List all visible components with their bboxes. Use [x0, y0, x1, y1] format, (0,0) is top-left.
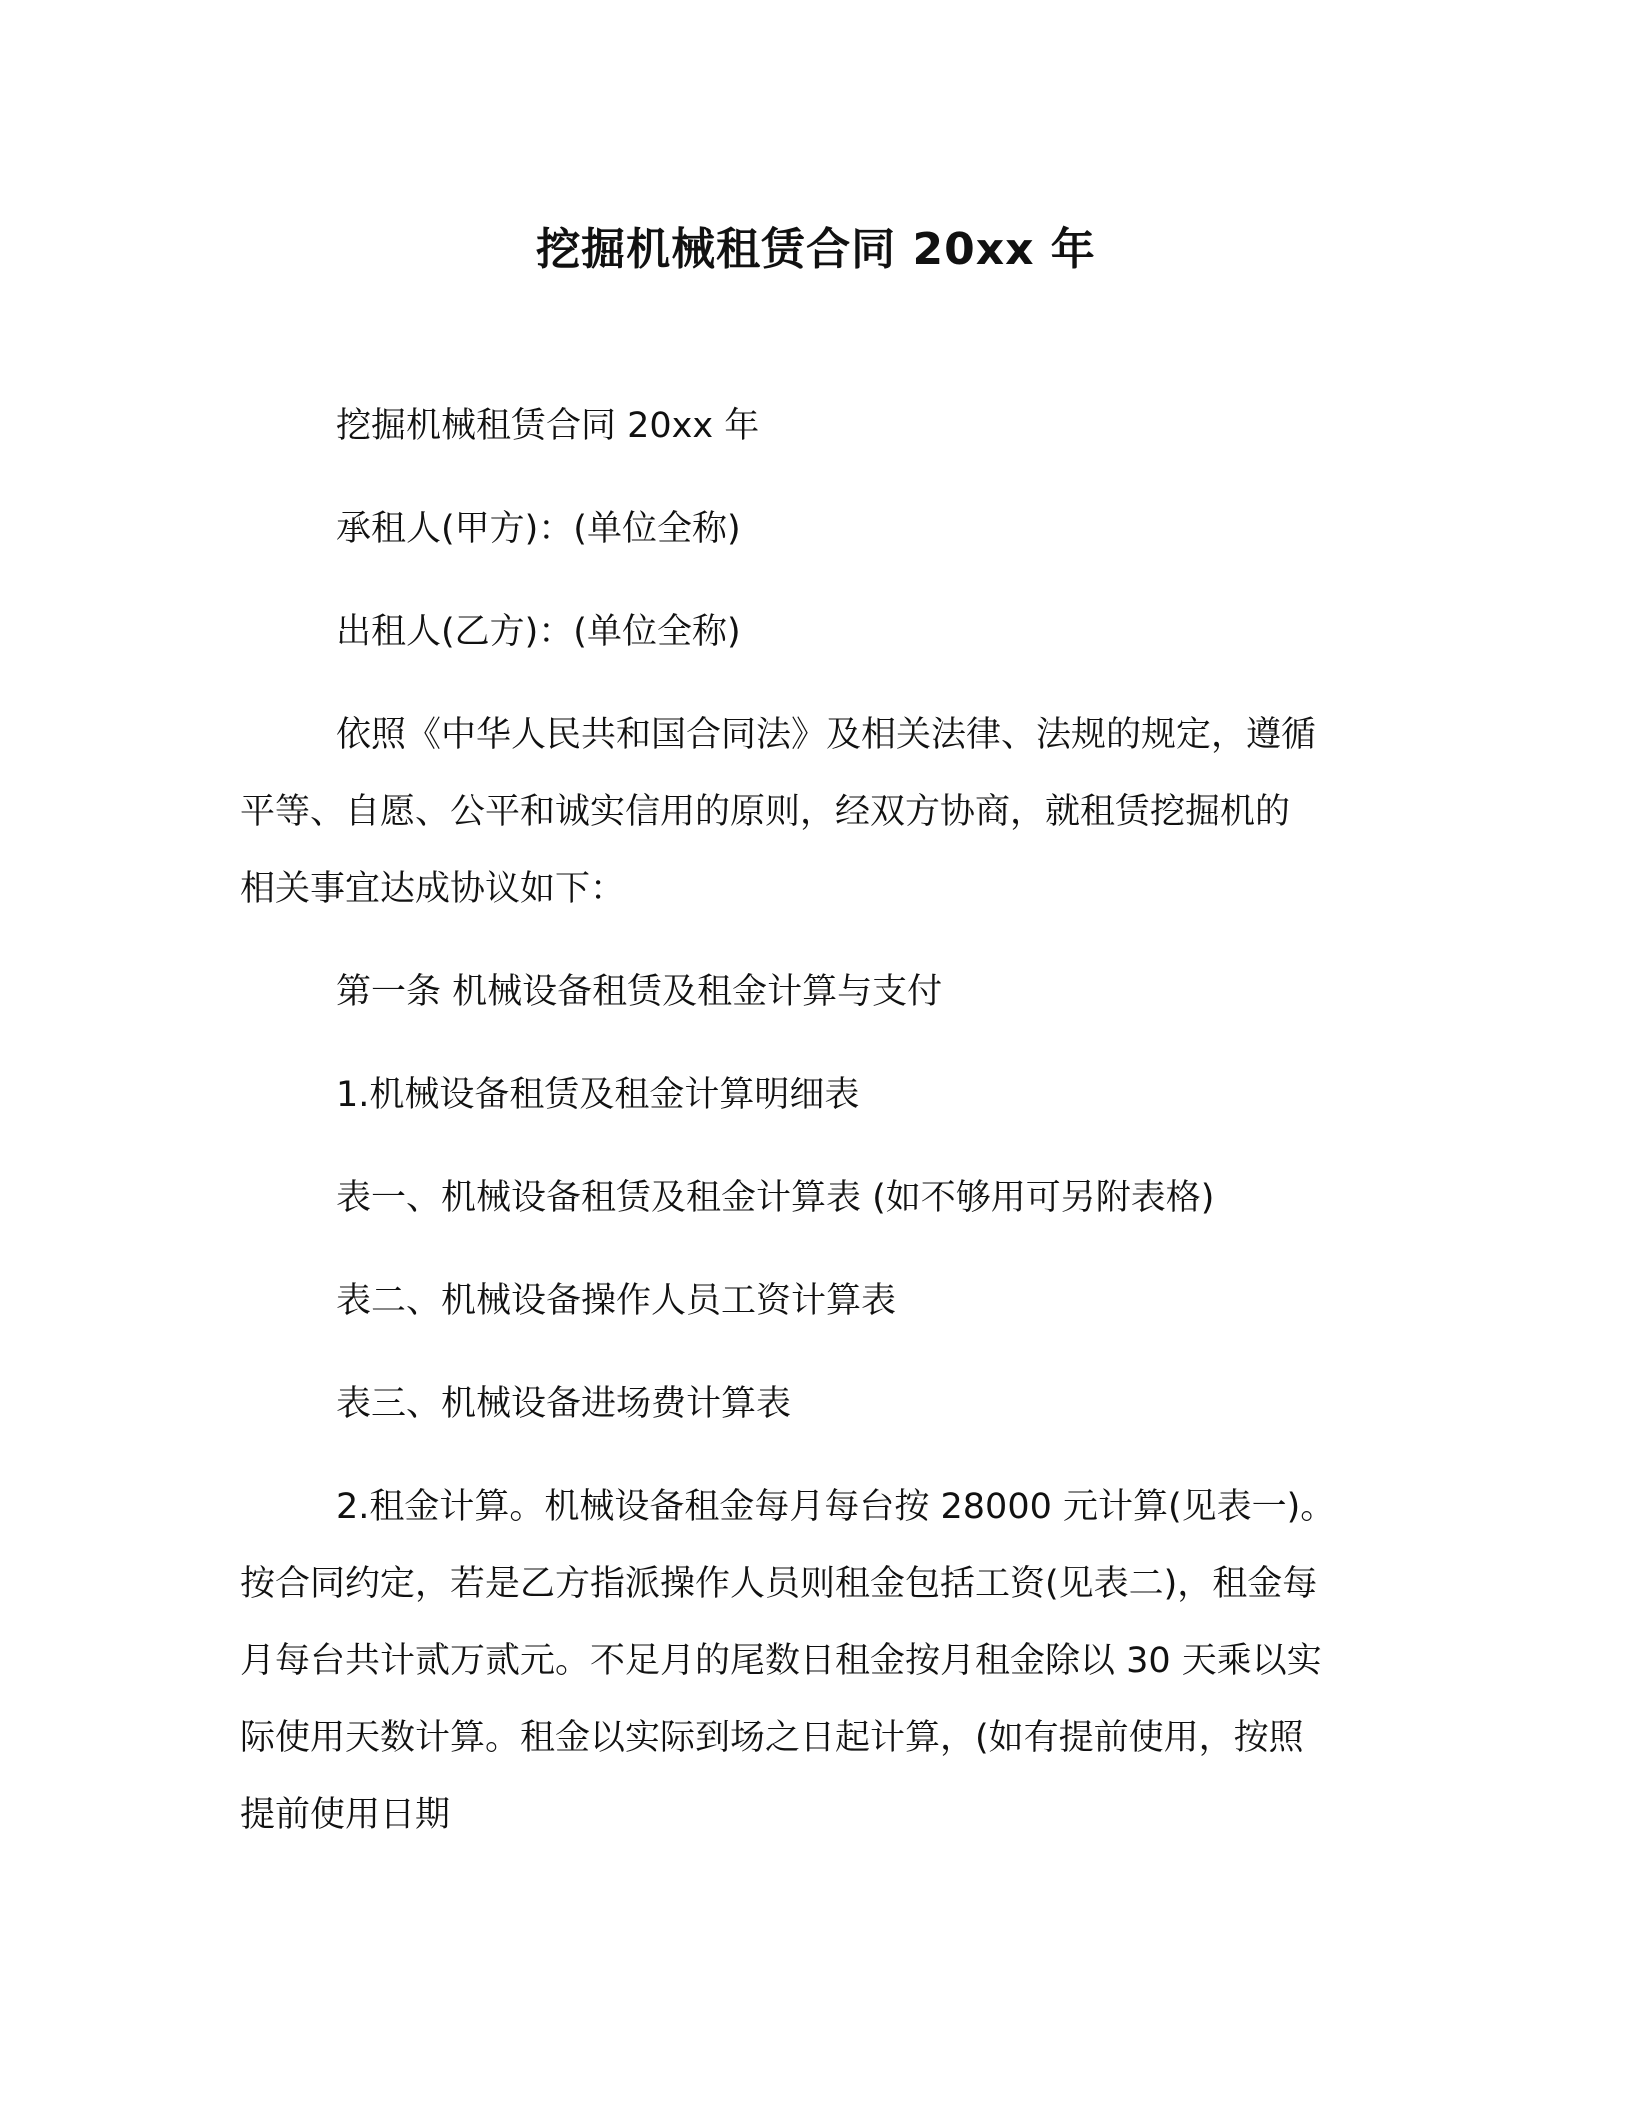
table-two-line: 表二、机械设备操作人员工资计算表	[336, 1281, 897, 1321]
lessor-line: 出租人(乙方)：(单位全称)	[336, 612, 741, 652]
lessee-line: 承租人(甲方)：(单位全称)	[336, 509, 741, 549]
paragraph-line: 际使用天数计算。租金以实际到场之日起计算，(如有提前使用，按照	[240, 1718, 1304, 1758]
paragraph-line: 2.租金计算。机械设备租金每月每台按 28000 元计算(见表一)。	[336, 1487, 1336, 1527]
document-body	[240, 388, 1380, 1854]
rent-calculation-paragraph	[240, 1469, 1380, 1854]
clause-1-heading: 1.机械设备租赁及租金计算明细表	[336, 1075, 860, 1115]
paragraph-line: 提前使用日期	[240, 1795, 451, 1835]
preamble-paragraph	[240, 697, 1380, 928]
table-three-line: 表三、机械设备进场费计算表	[336, 1384, 792, 1424]
contract-name-line: 挖掘机械租赁合同 20xx 年	[336, 406, 760, 446]
paragraph-line: 按合同约定，若是乙方指派操作人员则租金包括工资(见表二)，租金每	[240, 1564, 1318, 1604]
paragraph-line: 平等、自愿、公平和诚实信用的原则，经双方协商，就租赁挖掘机的	[240, 792, 1291, 832]
table-one-line: 表一、机械设备租赁及租金计算表 (如不够用可另附表格)	[336, 1178, 1215, 1218]
paragraph-line: 月每台共计贰万贰元。不足月的尾数日租金按月租金除以 30 天乘以实	[240, 1641, 1322, 1681]
paragraph-line: 相关事宜达成协议如下：	[240, 869, 626, 909]
document-title: 挖掘机械租赁合同 20xx 年	[536, 224, 1096, 275]
article-one-heading: 第一条 机械设备租赁及租金计算与支付	[336, 972, 943, 1012]
paragraph-line: 依照《中华人民共和国合同法》及相关法律、法规的规定，遵循	[336, 715, 1317, 755]
